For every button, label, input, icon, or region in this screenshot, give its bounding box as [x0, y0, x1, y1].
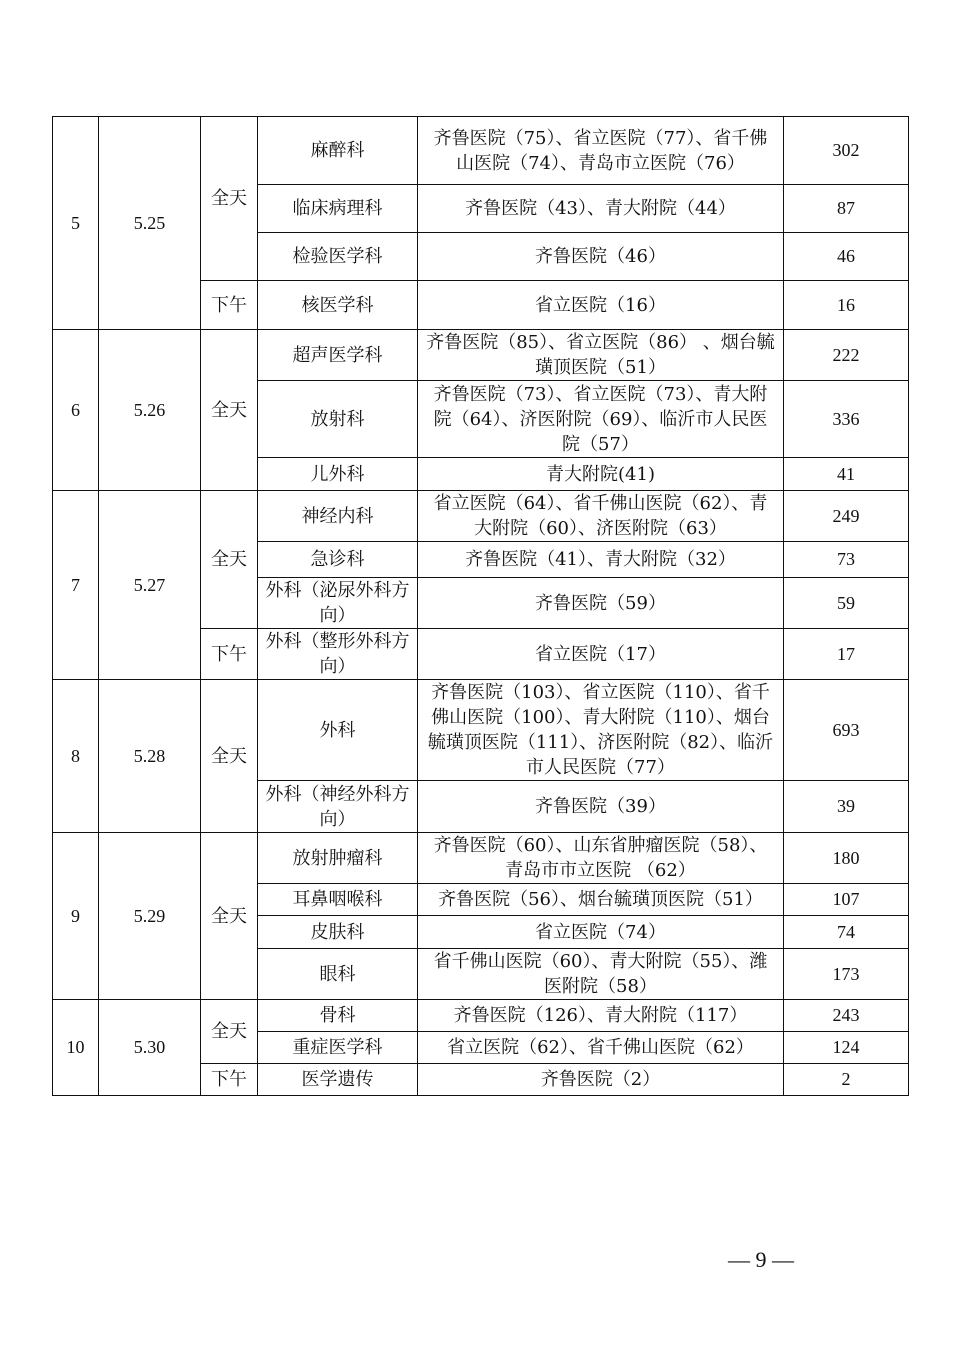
hospitals-cell: 齐鲁医院（56）、烟台毓璜顶医院（51） — [418, 884, 784, 916]
total-cell: 693 — [784, 680, 909, 781]
table-row — [53, 117, 909, 185]
department-cell: 核医学科 — [258, 281, 418, 330]
hospitals-cell: 齐鲁医院（73）、省立医院（73）、青大附院（64）、济医附院（69）、临沂市人民医院（57） — [418, 381, 784, 458]
department-cell: 外科（整形外科方向） — [258, 629, 418, 680]
total-cell: 73 — [784, 542, 909, 578]
hospitals-cell: 齐鲁医院（126）、青大附院（117） — [418, 1000, 784, 1032]
row-number-cell: 7 — [53, 491, 99, 680]
row-number-cell: 6 — [53, 330, 99, 491]
total-cell: 302 — [784, 117, 909, 185]
department-cell: 耳鼻咽喉科 — [258, 884, 418, 916]
department-cell: 儿外科 — [258, 458, 418, 491]
table-row — [53, 833, 909, 884]
date-cell: 5.27 — [99, 491, 201, 680]
period-cell: 全天 — [201, 491, 258, 629]
row-number-cell: 9 — [53, 833, 99, 1000]
department-cell: 放射肿瘤科 — [258, 833, 418, 884]
row-number-cell: 8 — [53, 680, 99, 833]
hospitals-cell: 青大附院(41) — [418, 458, 784, 491]
hospitals-cell: 齐鲁医院（2） — [418, 1064, 784, 1096]
total-cell: 249 — [784, 491, 909, 542]
total-cell: 59 — [784, 578, 909, 629]
total-cell: 243 — [784, 1000, 909, 1032]
department-cell: 急诊科 — [258, 542, 418, 578]
hospitals-cell: 齐鲁医院（60）、山东省肿瘤医院（58）、青岛市市立医院 （62） — [418, 833, 784, 884]
hospitals-cell: 齐鲁医院（75）、省立医院（77）、省千佛山医院（74）、青岛市立医院（76） — [418, 117, 784, 185]
table-row — [53, 680, 909, 781]
hospitals-cell: 省立医院（74） — [418, 916, 784, 949]
table-row — [53, 330, 909, 381]
period-cell: 下午 — [201, 629, 258, 680]
total-cell: 2 — [784, 1064, 909, 1096]
period-cell: 全天 — [201, 680, 258, 833]
hospitals-cell: 齐鲁医院（103）、省立医院（110）、省千佛山医院（100）、青大附院（110）、烟台毓璜顶医院（111）、济医附院（82）、临沂市人民医院（77） — [418, 680, 784, 781]
total-cell: 222 — [784, 330, 909, 381]
department-cell: 外科（神经外科方向） — [258, 781, 418, 833]
total-cell: 41 — [784, 458, 909, 491]
department-cell: 重症医学科 — [258, 1032, 418, 1064]
hospitals-cell: 省立医院（16） — [418, 281, 784, 330]
date-cell: 5.29 — [99, 833, 201, 1000]
period-cell: 全天 — [201, 833, 258, 1000]
period-cell: 全天 — [201, 1000, 258, 1064]
department-cell: 外科（泌尿外科方向） — [258, 578, 418, 629]
hospitals-cell: 齐鲁医院（41）、青大附院（32） — [418, 542, 784, 578]
department-cell: 检验医学科 — [258, 233, 418, 281]
department-cell: 麻醉科 — [258, 117, 418, 185]
total-cell: 39 — [784, 781, 909, 833]
date-cell: 5.25 — [99, 117, 201, 330]
department-cell: 医学遗传 — [258, 1064, 418, 1096]
page-number: — 9 — — [728, 1247, 794, 1272]
total-cell: 180 — [784, 833, 909, 884]
total-cell: 16 — [784, 281, 909, 330]
department-cell: 临床病理科 — [258, 185, 418, 233]
total-cell: 17 — [784, 629, 909, 680]
department-cell: 骨科 — [258, 1000, 418, 1032]
row-number-cell: 5 — [53, 117, 99, 330]
hospitals-cell: 省千佛山医院（60）、青大附院（55）、潍医附院（58） — [418, 949, 784, 1000]
hospitals-cell: 省立医院（17） — [418, 629, 784, 680]
department-cell: 超声医学科 — [258, 330, 418, 381]
date-cell: 5.28 — [99, 680, 201, 833]
table-row — [53, 491, 909, 542]
row-number-cell: 10 — [53, 1000, 99, 1096]
period-cell: 下午 — [201, 1064, 258, 1096]
total-cell: 107 — [784, 884, 909, 916]
exam-schedule-table — [52, 116, 909, 1096]
total-cell: 87 — [784, 185, 909, 233]
department-cell: 外科 — [258, 680, 418, 781]
table-row — [53, 1000, 909, 1032]
period-cell: 全天 — [201, 117, 258, 281]
department-cell: 皮肤科 — [258, 916, 418, 949]
total-cell: 336 — [784, 381, 909, 458]
department-cell: 神经内科 — [258, 491, 418, 542]
hospitals-cell: 齐鲁医院（85）、省立医院（86） 、烟台毓璜顶医院（51） — [418, 330, 784, 381]
total-cell: 46 — [784, 233, 909, 281]
total-cell: 173 — [784, 949, 909, 1000]
period-cell: 全天 — [201, 330, 258, 491]
total-cell: 74 — [784, 916, 909, 949]
hospitals-cell: 齐鲁医院（43）、青大附院（44） — [418, 185, 784, 233]
hospitals-cell: 齐鲁医院（39） — [418, 781, 784, 833]
period-cell: 下午 — [201, 281, 258, 330]
total-cell: 124 — [784, 1032, 909, 1064]
hospitals-cell: 齐鲁医院（59） — [418, 578, 784, 629]
exam-schedule-body — [53, 117, 909, 1096]
date-cell: 5.26 — [99, 330, 201, 491]
hospitals-cell: 省立医院（64）、省千佛山医院（62）、青大附院（60）、济医附院（63） — [418, 491, 784, 542]
hospitals-cell: 齐鲁医院（46） — [418, 233, 784, 281]
department-cell: 眼科 — [258, 949, 418, 1000]
hospitals-cell: 省立医院（62）、省千佛山医院（62） — [418, 1032, 784, 1064]
date-cell: 5.30 — [99, 1000, 201, 1096]
department-cell: 放射科 — [258, 381, 418, 458]
